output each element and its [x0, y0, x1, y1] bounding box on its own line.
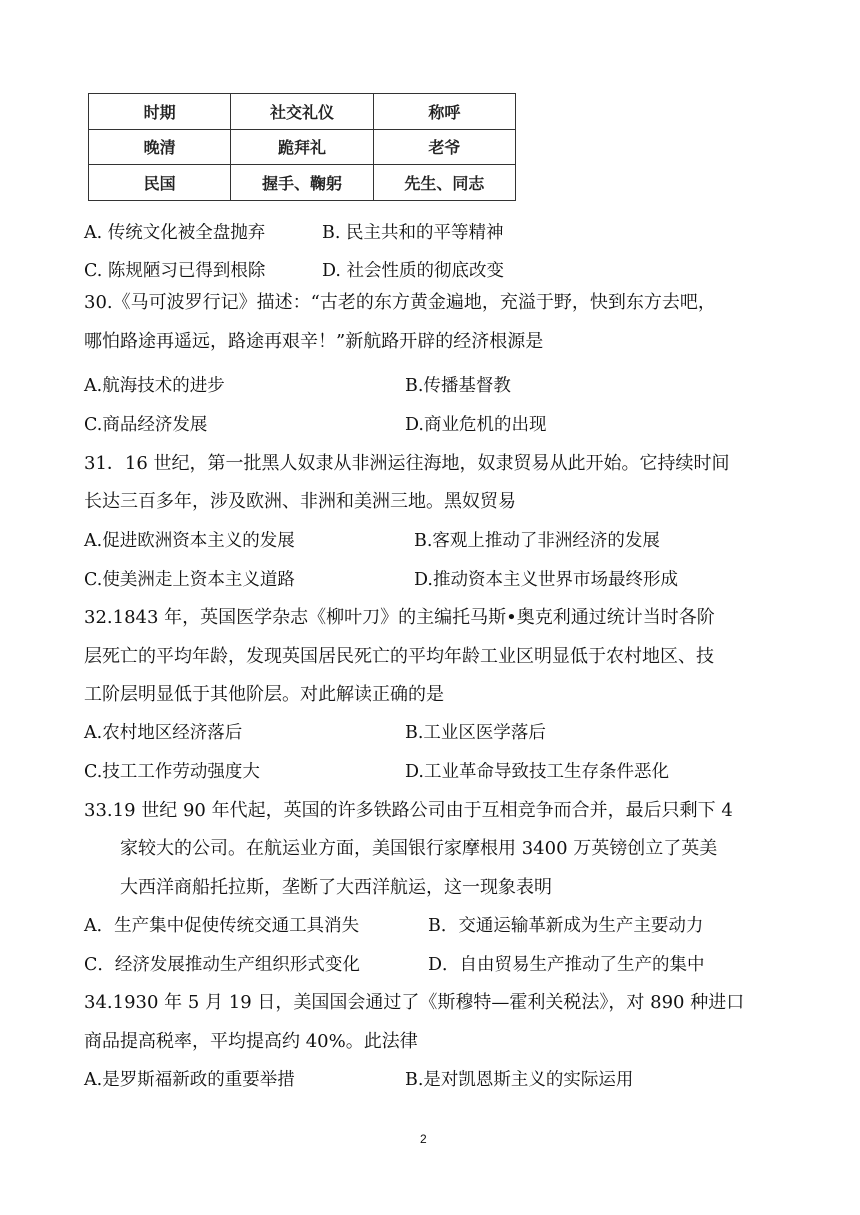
- q30-option-c: C.商品经济发展: [84, 415, 208, 435]
- q30-option-b: B.传播基督教: [405, 376, 511, 396]
- q30-stem-line1: 30.《马可波罗行记》描述：“古老的东方黄金遍地，充溢于野，快到东方去吧，: [84, 292, 716, 313]
- table-row: [89, 165, 516, 201]
- table-cell: 时期: [89, 94, 231, 130]
- q32-option-c: C.技工工作劳动强度大: [84, 762, 260, 782]
- q29-option-b: B. 民主共和的平等精神: [322, 223, 504, 243]
- page-number: 2: [420, 1132, 427, 1146]
- q33-option-a: A．生产集中促使传统交通工具消失: [84, 916, 360, 936]
- q34-option-b: B.是对凯恩斯主义的实际运用: [405, 1070, 634, 1090]
- table-cell: 社交礼仪: [231, 94, 373, 130]
- table-cell: 晚清: [89, 129, 231, 165]
- q29-option-d: D. 社会性质的彻底改变: [322, 261, 505, 281]
- q34-stem-line1: 34.1930 年 5 月 19 日，美国国会通过了《斯穆特—霍利关税法》，对 890 种进口: [84, 992, 745, 1013]
- q33-stem-line2: 家较大的公司。在航运业方面，美国银行家摩根用 3400 万英镑创立了英美: [120, 838, 718, 859]
- table-cell: 先生、同志: [373, 165, 515, 201]
- q30-option-d: D.商业危机的出现: [405, 415, 547, 435]
- etiquette-table: [88, 93, 516, 201]
- q32-option-a: A.农村地区经济落后: [84, 723, 243, 743]
- table-cell: 跪拜礼: [231, 129, 373, 165]
- q32-option-d: D.工业革命导致技工生存条件恶化: [405, 762, 669, 782]
- table-cell: 称呼: [373, 94, 515, 130]
- q33-option-b: B．交通运输革新成为生产主要动力: [428, 916, 704, 936]
- q29-option-c: C. 陈规陋习已得到根除: [84, 261, 266, 281]
- q32-stem-line3: 工阶层明显低于其他阶层。对此解读正确的是: [84, 684, 444, 705]
- q30-option-a: A.航海技术的进步: [84, 376, 225, 396]
- q31-option-b: B.客观上推动了非洲经济的发展: [414, 531, 660, 551]
- q31-option-a: A.促进欧洲资本主义的发展: [84, 531, 295, 551]
- q33-stem-line1: 33.19 世纪 90 年代起，英国的许多铁路公司由于互相竞争而合并，最后只剩下 4: [84, 800, 733, 821]
- table-cell: 民国: [89, 165, 231, 201]
- table-cell: 握手、鞠躬: [231, 165, 373, 201]
- q32-stem-line2: 层死亡的平均年龄，发现英国居民死亡的平均年龄工业区明显低于农村地区、技: [84, 646, 714, 667]
- table-row: [89, 94, 516, 130]
- q34-option-a: A.是罗斯福新政的重要举措: [84, 1070, 295, 1090]
- q31-option-c: C.使美洲走上资本主义道路: [84, 570, 295, 590]
- q31-stem-line2: 长达三百多年，涉及欧洲、非洲和美洲三地。黑奴贸易: [84, 491, 516, 512]
- q29-option-a: A. 传统文化被全盘抛弃: [84, 223, 266, 243]
- q33-stem-line3: 大西洋商船托拉斯，垄断了大西洋航运，这一现象表明: [120, 877, 552, 898]
- q32-option-b: B.工业区医学落后: [405, 723, 546, 743]
- q32-stem-line1: 32.1843 年，英国医学杂志《柳叶刀》的主编托马斯•奥克利通过统计当时各阶: [84, 607, 715, 628]
- q30-stem-line2: 哪怕路途再遥远，路途再艰辛！”新航路开辟的经济根源是: [84, 331, 544, 352]
- table-cell: 老爷: [373, 129, 515, 165]
- q33-option-c: C．经济发展推动生产组织形式变化: [84, 955, 360, 975]
- q33-option-d: D．自由贸易生产推动了生产的集中: [428, 955, 705, 975]
- q34-stem-line2: 商品提高税率，平均提高约 40%。此法律: [84, 1031, 418, 1052]
- q31-stem-line1: 31．16 世纪，第一批黑人奴隶从非洲运往海地，奴隶贸易从此开始。它持续时间: [84, 453, 730, 474]
- q31-option-d: D.推动资本主义世界市场最终形成: [414, 570, 678, 590]
- table-row: [89, 129, 516, 165]
